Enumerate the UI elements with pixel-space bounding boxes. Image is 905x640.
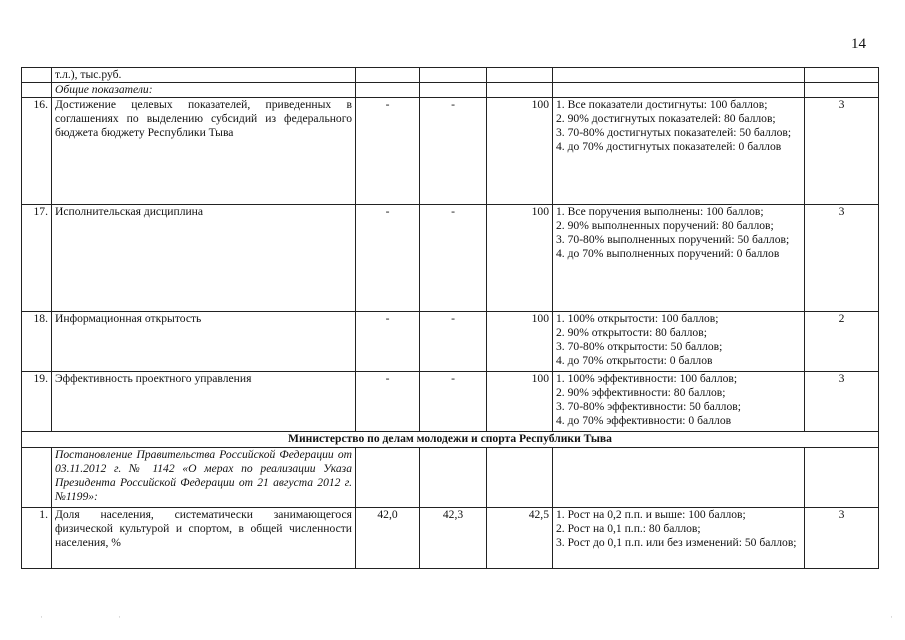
empty-cell — [487, 68, 553, 83]
criteria-line: 4. до 70% выполненных поручений: 0 баллов — [556, 247, 780, 261]
value-year-2: - — [420, 205, 487, 312]
criteria-line: 4. до 70% открытости: 0 баллов — [556, 354, 713, 368]
value-year-2: 42,3 — [420, 508, 487, 569]
value-year-1: 42,0 — [356, 508, 420, 569]
value-year-2: - — [420, 312, 487, 372]
section-row — [22, 432, 879, 448]
table-row — [22, 98, 879, 205]
row-number: 17. — [22, 205, 52, 312]
value-year-3: 42,5 — [487, 508, 553, 569]
subheader-row — [22, 83, 879, 98]
value-year-3: 100 — [487, 205, 553, 312]
value-year-3: 100 — [487, 372, 553, 432]
criteria-line: 1. 100% открытости: 100 баллов; — [556, 312, 719, 326]
criteria-line: 3. Рост до 0,1 п.п. или без изменений: 50 баллов; — [556, 536, 797, 550]
empty-cell — [805, 83, 879, 98]
empty-cell — [420, 83, 487, 98]
empty-cell — [22, 448, 52, 508]
weight-value: 2 — [805, 312, 879, 372]
weight-value: 3 — [805, 98, 879, 205]
value-year-2: - — [420, 372, 487, 432]
table-row — [22, 372, 879, 432]
criteria-cell — [553, 508, 805, 569]
page-number: 14 — [851, 36, 866, 52]
value-year-1: - — [356, 98, 420, 205]
empty-cell — [420, 68, 487, 83]
criteria-line: 1. 100% эффективности: 100 баллов; — [556, 372, 738, 386]
scan-mark: · — [40, 612, 43, 622]
value-year-1: - — [356, 205, 420, 312]
empty-cell — [420, 448, 487, 508]
indicator-name: Эффективность проектного управления — [52, 372, 356, 432]
continuation-text: т.л.), тыс.руб. — [52, 68, 356, 83]
empty-cell — [805, 68, 879, 83]
value-year-2: - — [420, 98, 487, 205]
criteria-line: 3. 70-80% достигнутых показателей: 50 баллов; — [556, 126, 792, 140]
weight-value: 3 — [805, 205, 879, 312]
empty-cell — [356, 68, 420, 83]
empty-cell — [553, 448, 805, 508]
empty-cell — [553, 83, 805, 98]
row-number: 19. — [22, 372, 52, 432]
criteria-cell — [553, 372, 805, 432]
empty-cell — [22, 83, 52, 98]
criteria-cell — [553, 205, 805, 312]
empty-cell — [805, 448, 879, 508]
criteria-line: 2. 90% открытости: 80 баллов; — [556, 326, 707, 340]
indicator-name: Достижение целевых показателей, приведенных в соглашениях по выделению субсидий из федерального бюджета бюджету Республики Тыва — [52, 98, 356, 205]
value-year-1: - — [356, 372, 420, 432]
criteria-line: 3. 70-80% выполненных поручений: 50 баллов; — [556, 233, 790, 247]
indicator-name: Исполнительская дисциплина — [52, 205, 356, 312]
criteria-line: 2. 90% эффективности: 80 баллов; — [556, 386, 726, 400]
criteria-line: 2. 90% достигнутых показателей: 80 баллов; — [556, 112, 776, 126]
criteria-line: 4. до 70% эффективности: 0 баллов — [556, 414, 732, 428]
criteria-line: 3. 70-80% эффективности: 50 баллов; — [556, 400, 741, 414]
criteria-cell — [553, 98, 805, 205]
criteria-line: 1. Рост на 0,2 п.п. и выше: 100 баллов; — [556, 508, 746, 522]
criteria-line: 3. 70-80% открытости: 50 баллов; — [556, 340, 723, 354]
weight-value: 3 — [805, 372, 879, 432]
continuation-row — [22, 68, 879, 83]
criteria-line: 4. до 70% достигнутых показателей: 0 баллов — [556, 140, 782, 154]
section-title: Министерство по делам молодежи и спорта Республики Тыва — [22, 432, 879, 448]
row-number: 18. — [22, 312, 52, 372]
subheader-text: Постановление Правительства Российской Федерации от 03.11.2012 г. № 1142 «О мерах по реализации Указа Президента Российской Федерации от 21 августа 2012 г. №1199»: — [52, 448, 356, 508]
value-year-3: 100 — [487, 98, 553, 205]
subheader-text: Общие показатели: — [52, 83, 356, 98]
value-year-3: 100 — [487, 312, 553, 372]
table-row — [22, 508, 879, 569]
row-number: 1. — [22, 508, 52, 569]
scan-mark: · — [118, 612, 121, 622]
empty-cell — [22, 68, 52, 83]
empty-cell — [487, 83, 553, 98]
indicator-name: Доля населения, систематически занимающегося физической культурой и спортом, в общей численности населения, % — [52, 508, 356, 569]
empty-cell — [487, 448, 553, 508]
table-row — [22, 205, 879, 312]
empty-cell — [553, 68, 805, 83]
table-row — [22, 312, 879, 372]
criteria-cell — [553, 312, 805, 372]
empty-cell — [356, 83, 420, 98]
criteria-line: 1. Все показатели достигнуты: 100 баллов; — [556, 98, 768, 112]
weight-value: 3 — [805, 508, 879, 569]
criteria-line: 2. 90% выполненных поручений: 80 баллов; — [556, 219, 774, 233]
criteria-line: 1. Все поручения выполнены: 100 баллов; — [556, 205, 764, 219]
scan-mark: · — [890, 612, 893, 622]
subheader-row — [22, 448, 879, 508]
indicator-name: Информационная открытость — [52, 312, 356, 372]
value-year-1: - — [356, 312, 420, 372]
row-number: 16. — [22, 98, 52, 205]
indicators-table — [21, 67, 879, 569]
criteria-line: 2. Рост на 0,1 п.п.: 80 баллов; — [556, 522, 701, 536]
empty-cell — [356, 448, 420, 508]
